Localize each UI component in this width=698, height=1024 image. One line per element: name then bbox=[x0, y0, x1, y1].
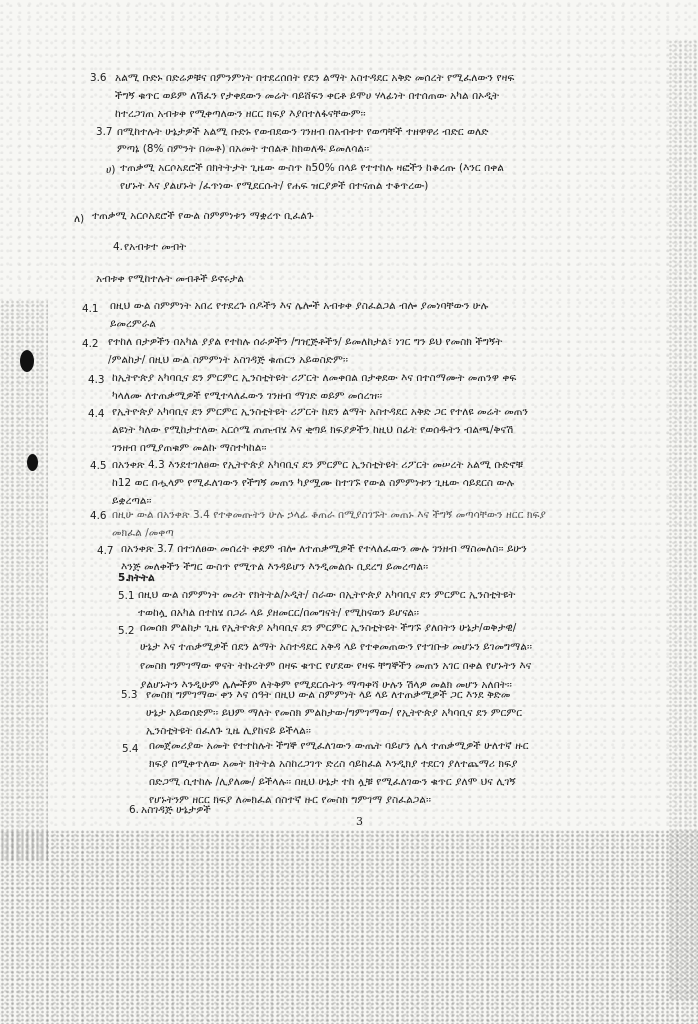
document-text-line: በአንቀጽ 3.7 በተገለፀው መሰረት ቀደም ብሎ ለተጠቃሚዎች የተላለፈውን ሙሉ ገንዘብ ማስመለስ፡፡ ይሁን bbox=[121, 543, 527, 555]
document-text-line: ሁኔታ አይወሰድም፡፡ ይህም ማለት የመስክ ምልከታው/ግምገማው/ የኢትዮጵያ አካባቢና ደን ምርምር bbox=[146, 707, 523, 719]
document-text-line: በአንቀጽ 4.3 እንደተገለፀው የኢትዮጵያ አካባቢና ደን ምርምር ኢንስቲትዩት ሪፖርት መሠረት አልሚ ቡድኖቹ bbox=[112, 459, 524, 471]
document-text-line: በድጋሚ ሲተከሉ /ሊያለሙ/ ይችላሉ፡፡ በዚህ ሁኔታ ተከ ሏቹ የሚፈለገውን ቁጥር ያለሞ ህና ሊገኝ bbox=[149, 776, 516, 788]
document-text-line: የሆኑትንም ዘርር ክፍያ ለመክፈል ሰስተኛ ዙር የመስክ ግምገማ ያስፈልጋል፡፡ bbox=[149, 794, 432, 806]
section-number: 5.2 bbox=[118, 625, 135, 637]
document-text-line: ኢንስቲትዩት በፈለጉ ጊዜ ሊያከናይ ይችላል፡፡ bbox=[146, 725, 311, 737]
document-text-line: ልዩነት ካለው የሚከታተለው አርሶሜ ጠጡብሄ እና ቂጣይ ክፍያዎችን ከዚህ በፊት የወሰዱትን ብልጫ/ቅናሽ bbox=[112, 424, 514, 436]
document-text-line: አልሚ ቡድኑ በድሬዎቹና በምንምነት በተደረሰበት የደን ልማት አስተዳደር አቅድ መሰረት የሚፈለውን የዛፍ bbox=[115, 72, 515, 84]
document-text-line: ክፍያ በሚቀጥለው አመት ክትትል አስከረጋገጥ ድረስ ሳይከፈል እንዲክያ ተደርጎ ያለተጨማሪ ክፍያ bbox=[149, 758, 518, 770]
document-text-line: በዚህ ውል ስምምነት አበረ የተደረጉ ሰዶችን እና ሌሎች አብቱቀ ያስፈልጋል ብሎ ያመነባቸውን ሁሉ bbox=[110, 300, 489, 312]
section-number: 3.6 bbox=[90, 72, 107, 84]
document-text-line: ምጣኔ (8% ስምንት በመቶ) በአመት ተበልቶ ከክወለዱ ይመለሳል፡፡ bbox=[117, 143, 370, 155]
page-number: 3 bbox=[356, 815, 363, 828]
section-number: 4.3 bbox=[88, 374, 105, 386]
document-text-line: ገንዘብ በሚያጠቁም መልኩ ማስተካከል፡፡ bbox=[112, 442, 267, 454]
section-number: 4.6 bbox=[90, 510, 107, 522]
section-number: 5.3 bbox=[121, 689, 138, 701]
document-text-line: ይቋረጣል፡፡ bbox=[112, 495, 152, 507]
section-number: 4.5 bbox=[90, 460, 107, 472]
document-text-line: ካላለሙ ለተጠቃሚዎች የሚተላለፈውን ገንዘብ ማገድ ወይም መሰረዝ፡፡ bbox=[112, 390, 383, 402]
section-number: 4.2 bbox=[82, 338, 99, 350]
document-text-line: ክትትል bbox=[128, 572, 155, 584]
document-text-line: አስገዳጅ ሁኔታዎች bbox=[141, 804, 211, 816]
section-number: 4. bbox=[113, 241, 123, 253]
document-text-line: በመሰክ ምልከታ ጊዜ የኢትዮጵያ አካባቢና ደን ምርምር ኢንስቲትዩት ችግኙ ያለበትን ሁኔታ/ወቅታዊ/ bbox=[140, 622, 517, 634]
section-number: 3.7 bbox=[96, 126, 113, 138]
document-text-line: ያልሆኑትን እንዲሁም ሌሎችም ለትቅም የሚደርሱትን ማጣቀሻ ሁሉን ሽላዎ መልክ መሆን አለበት፡፡ bbox=[140, 679, 512, 691]
section-number: ለ) bbox=[74, 213, 85, 225]
document-text-line: የተከለ በታዎችን በአካል ያያል የተከሉ ሰራዎችን /ግዢጅቶችን/ ይመለከታል፣ ነገር ግን ይህ የመስክ ችግኝት bbox=[108, 336, 503, 348]
document-text-line: ከ12 ወር በሗላም የሚፈለገውን የችግኝ መጠን ካያሟሙ ከተገኙ የውል ስምምነቱን ጊዜው ሳይደርስ ውሉ bbox=[112, 477, 515, 489]
section-number: 6. bbox=[129, 804, 139, 816]
section-number: 4.4 bbox=[88, 408, 105, 420]
document-text-line: በዚሁ ውል በአንቀጽ 3.4 የተቀመጡትን ሁሉ ኃላፊ ቆጠራ በሚያስገኙት መጠኑ እና ችግኝ መጣሳቸውን ዘርር ክፍያ bbox=[112, 509, 546, 521]
document-text-line: በዚህ ውል ስምምነት መሪት የክትትል/ኦዲት/ ስራው በኢትዮጵያ አካባቢና ደን ምርምር ኢንስቲትዩት bbox=[138, 589, 516, 601]
document-text-line: አብቱቀ የሚከተሉት መብቶች ይኖሩታል bbox=[96, 273, 245, 285]
document-text-line: የአብቱተ መብት bbox=[124, 241, 187, 253]
document-text-line: ሁኔታ እና ተጠቃሚዎች በደን ልማት አስተዳደር አቅዳ ላይ የተቀመጠውን የተገቡቱ መሆኑን ይገመግማል፡፡ bbox=[140, 641, 533, 653]
document-text-line: የመስክ ግምገማው ቀን እና ሰዓት በዚህ ውል ስምምነት ላይ ላይ ለተጠቃሚዎች ጋር እንደ ቅድመ bbox=[146, 689, 511, 701]
document-text-line: የኢትዮጵያ አካባቢና ደን ምርምር ኢንስቲትዩት ሪፖርት ከደን ልማት አስተዳደር አቅድ ጋር የተለዩ መሬት መጠን bbox=[112, 406, 529, 418]
document-text-line: መክፈል /መቀጣ bbox=[112, 527, 174, 539]
document-text-line: /ምልከታ/ በዚህ ውል ስምምነት አስገዳጅ ቁጠርን አይወስድም፡፡ bbox=[108, 354, 348, 366]
document-text-line: በሚከተሉት ሁኔታዎች አልሚ ቡድኑ የወብደውን ገንዘብ በአብቱተ የወጣቸች ተዘዋዋሪ ብድር ወለድ bbox=[117, 126, 489, 138]
section-number: 4.1 bbox=[82, 303, 99, 315]
document-text-line: ችግኝ ቁጥር ወይም ለሽፈን የታቀደውን መሬት ባይሸፍን ቀርቶ ይሞሀ ሃላፊነት በተሰጠው አካል በኦዲት bbox=[115, 90, 500, 102]
document-text-line: በመጀመሪያው አመት የተተከሉት ችግኞ የሚፈለገውን ውጤት ባይሆን ሌላ ተጠቃሚዎች ሁለተኛ ዙር bbox=[149, 740, 529, 752]
document-text-line: ከኢትዮጵያ አካባቢና ደን ምርምር ኢንስቲትዩት ሪፖርት ለመቀበል በታቀደው እና በተስማሙት መጠንዋ ቀፍ bbox=[112, 372, 517, 384]
document-text-line: የሆኑት እና ያልሆኑት /ፈጥነው የሚደርሱት/ የሐፍ ዝርያዎች በተናጠል ተቆጥረው) bbox=[120, 180, 429, 192]
section-number: 5.1 bbox=[118, 590, 135, 602]
section-number: 4.7 bbox=[97, 545, 114, 557]
document-text-line: ከተረጋገጠ አብቱቀ የሚቀጣለውን ዘርር ክፍያ እያበተለፋናቸውም፡፡ bbox=[115, 108, 366, 120]
section-number: 5. bbox=[118, 572, 130, 584]
document-text-line: የመስክ ግምገማው ዋናት ትኩረትም በዛፍ ቁጥር የሆደው የዛፍ ቸግኞችን መጠን አገር በቀል የሆኑትን እና bbox=[140, 660, 532, 672]
document-text-line: እንጅ መለቀችን ችግር ውስጥ የሚጥል እንዳይሆን እንዲመልሱ ቢደረግ ይመረጣል፡፡ bbox=[121, 561, 429, 573]
document-text-line: ተጠቃሚ አርሶአደሮች በክትትታት ጊዜው ውስጥ ከ50% በላይ የተተከሉ ዛፎችን ከቆረጡ (እንር በቀል bbox=[120, 162, 504, 174]
document-text-line: ተወከሏ በአካል በተከሄ በጋራ ላይ ያዘመርር/በመግናት/ የሚከናወን ይሆናል፡፡ bbox=[138, 607, 420, 619]
document-text-line: ይመረምራል bbox=[110, 318, 156, 330]
section-number: ሀ) bbox=[106, 164, 116, 176]
section-number: 5.4 bbox=[122, 743, 139, 755]
document-text-line: ተጠቃሚ አርሶአደሮች የውል ስምምነቱን ማቋረጥ ቢፈልጉ bbox=[92, 210, 314, 222]
